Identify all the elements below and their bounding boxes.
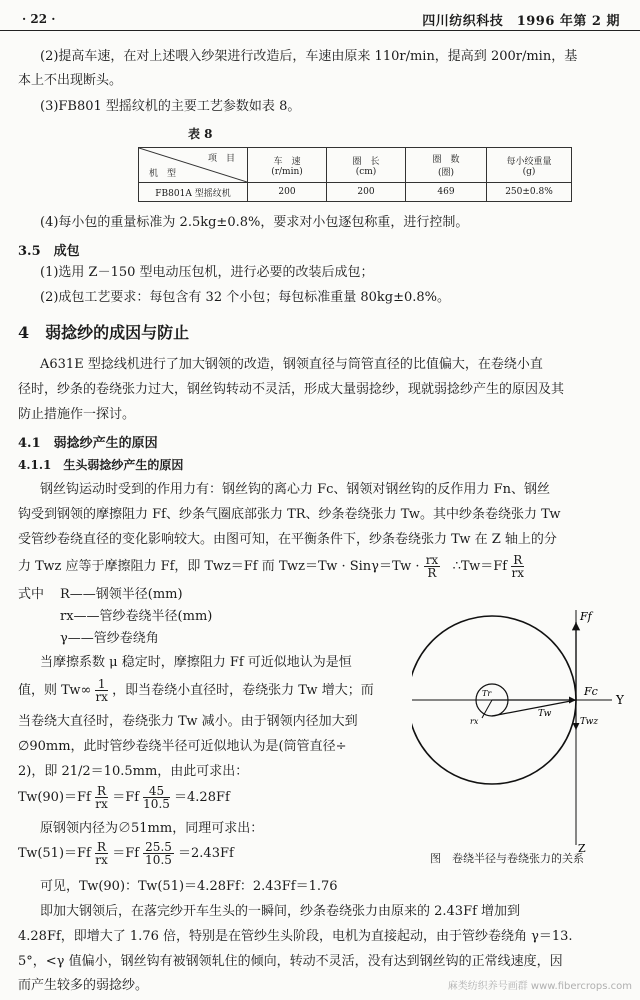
label-fc: Fc xyxy=(584,685,598,698)
section41-p4: 力 Twz 应等于摩擦阻力 Ff，即 Twz＝Ff 而 Twz＝Tw · Sinγ＝Tw · $\frac{rx}{R}$ ∴Tw＝Ff $\frac{R}{rx}$ xyxy=(18,553,524,580)
definition-r: R——钢领半径(mm) xyxy=(60,587,183,602)
section-4-1-title: 4.1 弱捻纱产生的原因 xyxy=(18,436,158,451)
table8-title: 表 8 xyxy=(188,127,213,141)
body-l8: 即加大钢领后，在落完纱开车生头的一瞬间，纱条卷绕张力由原来的 2.43Ff 增加到 xyxy=(40,904,521,919)
header-loop-count: 圈 数 (圈) xyxy=(406,148,487,183)
cell-hank-weight: 250±0.8% xyxy=(487,183,572,202)
section4-intro3: 防止措施作一探讨。 xyxy=(18,407,136,422)
item2-line2: 本上不出现断头。 xyxy=(18,73,123,88)
header-loop-length: 圈 长 (cm) xyxy=(327,148,406,183)
ring-traveler-force-diagram xyxy=(412,600,640,860)
section-3-5-title: 3.5 成包 xyxy=(18,244,80,259)
row-model: FB801A 型摇纹机 xyxy=(139,183,248,202)
section41-p1: 钢丝钩运动时受到的作用力有：钢丝钩的离心力 Fc、钢领对钢丝钩的反作用力 Fn、钢丝 xyxy=(40,482,550,497)
definition-gamma: γ——管纱卷绕角 xyxy=(60,631,159,646)
fraction-1-over-rx: $\frac{1}{rx}$ xyxy=(95,677,108,704)
body-l3: 当卷绕大直径时，卷绕张力 Tw 减小。由于钢领内径加大到 xyxy=(18,714,358,729)
figure-caption: 图 卷绕半径与卷绕张力的关系 xyxy=(430,852,584,865)
definition-rx: rx——管纱卷绕半径(mm) xyxy=(60,609,213,624)
page-number: · 22 · xyxy=(22,12,56,26)
cell-loop-count: 469 xyxy=(406,183,487,202)
body-l1: 当摩擦系数 μ 稳定时，摩擦阻力 Ff 可近似地认为是恒 xyxy=(40,655,352,670)
cell-loop-length: 200 xyxy=(327,183,406,202)
label-y: Y xyxy=(616,693,624,707)
item3: (3)FB801 型摇纹机的主要工艺参数如表 8。 xyxy=(40,99,301,114)
tw-line xyxy=(492,700,576,716)
section-4-1-1-title: 4.1.1 生头弱捻纱产生的原因 xyxy=(18,458,184,472)
page-header xyxy=(0,8,640,31)
label-tw: Tw xyxy=(538,709,552,719)
item2-line1: (2)提高车速，在对上述喂入纱架进行改造后，车速由原来 110r/min，提高到 200r/min，基 xyxy=(40,49,578,64)
body-l4: ∅90mm，此时管纱卷绕半径可近似地认为是(筒管直径÷ xyxy=(18,739,347,754)
body-l2: 值，则 Tw∞ $\frac{1}{rx}$ ，即当卷绕小直径时，卷绕张力 Tw 增大；而 xyxy=(18,677,374,704)
label-tr: Tr xyxy=(482,689,492,698)
label-ff: Ff xyxy=(580,610,592,623)
section41-p2: 钩受到钢领的摩擦阻力 Ff、纱条气圈底部张力 TR、纱条卷绕张力 Tw。其中纱条卷绕张力 Tw xyxy=(18,507,561,522)
body-l9: 4.28Ff，即增大了 1.76 倍，特别是在管纱生头阶段，电机为直接起动，由于管纱卷绕角 γ＝13. xyxy=(18,929,573,944)
header-hank-weight: 每小绞重量 (g) xyxy=(487,148,572,183)
cell-speed: 200 xyxy=(248,183,327,202)
table-8 xyxy=(138,147,572,202)
section4-intro2: 径时，纱条的卷绕张力过大，钢丝钩转动不灵活，形成大量弱捻纱，现就弱捻纱产生的原因及其 xyxy=(18,382,565,397)
body-l7: 可见，Tw(90)：Tw(51)＝4.28Ff：2.43Ff＝1.76 xyxy=(40,879,338,894)
watermark: 麻类纺织养号画群 www.fibercrops.com xyxy=(447,981,632,992)
section-4-title: 4 弱捻纱的成因与防止 xyxy=(18,323,190,342)
diag-bottom-label: 机 型 xyxy=(149,169,177,179)
fraction-r-over-rx: $\frac{R}{rx}$ xyxy=(511,553,524,580)
label-z: Z xyxy=(578,842,586,855)
section35-item1: (1)选用 Z－150 型电动压包机，进行必要的改装后成包； xyxy=(40,265,374,280)
diag-top-label: 项 目 xyxy=(207,154,235,164)
item4: (4)每小包的重量标准为 2.5kg±0.8%，要求对小包逐包称重，进行控制。 xyxy=(40,215,469,230)
fraction-rx-over-r: $\frac{rx}{R}$ xyxy=(425,553,439,580)
body-l10: 5°，<γ 值偏小，钢丝钩有被钢领轧住的倾向，转动不灵活，没有达到钢丝钩的正常线速度，因 xyxy=(18,954,563,969)
body-l11: 而产生较多的弱捻纱。 xyxy=(18,978,149,993)
table-diagonal-header xyxy=(139,148,248,183)
equation-tw90: Tw(90)＝Ff $\frac{R}{rx}$ ＝Ff $\frac{45}{10.5}$ ＝4.28Ff xyxy=(18,784,230,811)
header-speed: 车 速 (r/min) xyxy=(248,148,327,183)
equation-tw51: Tw(51)＝Ff $\frac{R}{rx}$ ＝Ff $\frac{25.5}{10.5}$ ＝2.43Ff xyxy=(18,840,234,867)
journal-title: 四川纺织科技 1996 年第 2 期 xyxy=(422,14,620,29)
label-rx: rx xyxy=(470,717,479,726)
definitions-lead: 式中 xyxy=(18,587,45,602)
body-l6: 原钢领内径为∅51mm，同理可求出： xyxy=(40,821,264,836)
section35-item2: (2)成包工艺要求：每包含有 32 个小包；每包标准重量 80kg±0.8%。 xyxy=(40,290,451,305)
label-twz: Twz xyxy=(580,717,599,727)
section4-intro1: A631E 型捻线机进行了加大钢领的改造，钢领直径与筒管直径的比值偏大，在卷绕小直 xyxy=(40,357,543,372)
section41-p3: 受管纱卷绕直径的变化影响较大。由图可知，在平衡条件下，纱条卷绕张力 Tw 在 Z 轴上的分 xyxy=(18,532,557,547)
body-l5: 2)，即 21/2＝10.5mm，由此可求出： xyxy=(18,764,249,779)
